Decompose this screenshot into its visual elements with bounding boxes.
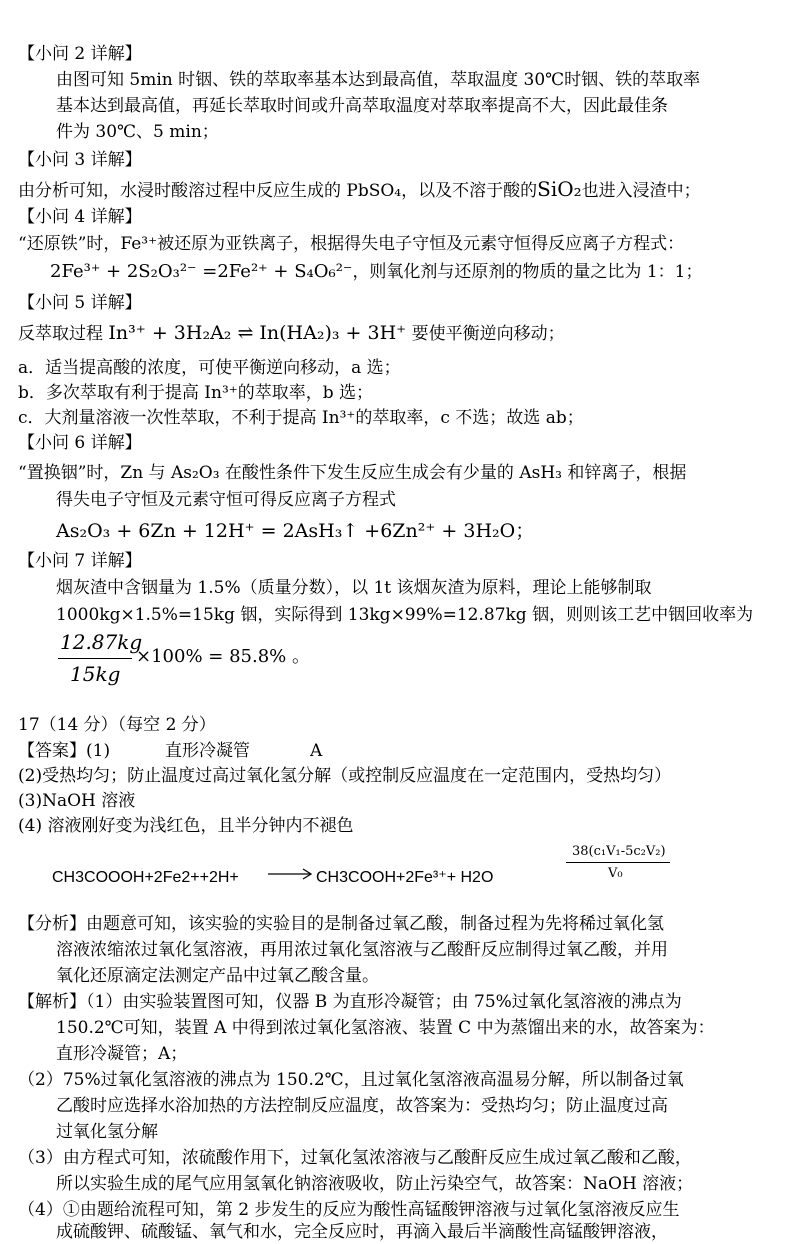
- reaction-arrow-icon: [268, 868, 312, 880]
- q17-analysis-3: 氧化还原滴定法测定产品中过氧乙酸含量。: [56, 966, 379, 986]
- q17-answer-3: (3)NaOH 溶液: [18, 791, 136, 811]
- q2-line-2: 基本达到最高值，再延长萃取时间或升高萃取温度对萃取率提高不大，因此最佳条: [56, 96, 668, 116]
- q17-explain-3: 直形冷凝管；A；: [56, 1044, 188, 1064]
- q5-tail: 要使平衡逆向移动；: [411, 324, 565, 344]
- q4-equation-line: [50, 260, 702, 284]
- q7-result: ×100% = 85.8% 。: [136, 646, 310, 667]
- q2-line-1: 由图可知 5min 时铟、铁的萃取率基本达到最高值，萃取温度 30℃时铟、铁的萃取率: [56, 70, 701, 90]
- q6-header: 【小问 6 详解】: [18, 433, 142, 453]
- q17-explain-4: （2）75%过氧化氢溶液的沸点为 150.2℃，且过氧化氢溶液高温易分解，所以制备过氧: [18, 1070, 684, 1090]
- q17-explain-1: 【解析】（1）由实验装置图可知，仪器 B 为直形冷凝管；由 75%过氧化氢溶液的沸点为: [18, 992, 682, 1012]
- q5-option-b: b．多次萃取有利于提高 In³⁺的萃取率，b 选；: [18, 383, 374, 403]
- q3-text-b: 也进入浸渣中；: [581, 181, 701, 201]
- q17-explain-8: 所以实验生成的尾气应用氢氧化钠溶液吸收，防止污染空气，故答案：NaOH 溶液；: [56, 1174, 694, 1194]
- q5-option-c: c．大剂量溶液一次性萃取，不利于提高 In³⁺的萃取率，c 不选；故选 ab；: [18, 408, 584, 428]
- q3-line: [18, 177, 701, 203]
- q17-frac-numerator: 38(c₁V₁-5c₂V₂): [572, 844, 666, 859]
- q17-answer-2: (2)受热均匀；防止温度过高过氧化氢分解（或控制反应温度在一定范围内，受热均匀）: [18, 766, 672, 786]
- q4-after: ，则氧化剂与还原剂的物质的量之比为 1：1；: [352, 262, 703, 282]
- q7-header: 【小问 7 详解】: [18, 551, 142, 571]
- q17-answer-4: (4) 溶液刚好变为浅红色，且半分钟内不褪色: [18, 816, 354, 836]
- q5-line: [18, 321, 565, 346]
- q3-sio2: SiO₂: [537, 177, 582, 201]
- q17-explain-5: 乙酸时应选择水浴加热的方法控制反应温度，故答案为：受热均匀；防止温度过高: [56, 1096, 668, 1116]
- q7-line-2: 1000kg×1.5%=15kg 铟，实际得到 13kg×99%=12.87kg 铟，则则该工艺中铟回收率为: [56, 605, 754, 625]
- q17-reaction-left: CH3COOOH+2Fe2++2H+: [52, 869, 239, 886]
- q17-reaction-right: CH3COOH+2Fe³⁺+ H2O: [316, 869, 494, 886]
- q2-line-3: 件为 30℃、5 min；: [56, 122, 219, 142]
- q17-title: 17（14 分）（每空 2 分）: [18, 715, 216, 735]
- q17-answer-1: 直形冷凝管: [165, 741, 250, 761]
- q17-explain-6: 过氧化氢分解: [56, 1122, 158, 1142]
- q5-lead: 反萃取过程: [18, 324, 103, 344]
- q17-answer-label: 【答案】(1): [18, 741, 111, 761]
- q3-header: 【小问 3 详解】: [18, 150, 142, 170]
- q17-explain-2: 150.2℃可知，装置 A 中得到浓过氧化氢溶液、装置 C 中为蒸馏出来的水，故答案为：: [56, 1018, 715, 1038]
- q17-explain-7: （3）由方程式可知，浓硫酸作用下，过氧化氢浓溶液与乙酸酐反应生成过氧乙酸和乙酸，: [18, 1148, 692, 1168]
- q17-analysis-2: 溶液浓缩浓过氧化氢溶液，再用浓过氧化氢溶液与乙酸酐反应制得过氧乙酸，并用: [56, 940, 668, 960]
- q7-line-1: 烟灰渣中含铟量为 1.5%（质量分数），以 1t 该烟灰渣为原料，理论上能够制取: [56, 578, 652, 598]
- q4-equation: 2Fe³⁺ + 2S₂O₃²⁻ =2Fe²⁺ + S₄O₆²⁻: [50, 261, 353, 282]
- q7-fraction-bar: [58, 658, 132, 659]
- q2-header: 【小问 2 详解】: [18, 44, 142, 64]
- q6-line-1: “置换铟”时，Zn 与 As₂O₃ 在酸性条件下发生反应生成会有少量的 AsH₃ 和锌离子，根据: [18, 463, 687, 483]
- q17-analysis-1: 【分析】由题意可知，该实验的实验目的是制备过氧乙酸，制备过程为先将稀过氧化氢: [18, 914, 664, 934]
- q4-line-1: “还原铁”时，Fe³⁺被还原为亚铁离子，根据得失电子守恒及元素守恒得反应离子方程式：: [18, 234, 685, 254]
- q17-answer-1b: A: [310, 741, 323, 761]
- q5-equation: In³⁺ + 3H₂A₂ ⇌ In(HA₂)₃ + 3H⁺: [108, 322, 407, 344]
- q4-header: 【小问 4 详解】: [18, 207, 142, 227]
- q17-explain-9: （4）①由题给流程可知，第 2 步发生的反应为酸性高锰酸钾溶液与过氧化氢溶液反应生: [18, 1200, 680, 1220]
- q7-numerator: 12.87kg: [60, 630, 143, 654]
- q17-frac-denominator: V₀: [608, 866, 623, 881]
- q6-equation: As₂O₃ + 6Zn + 12H⁺ = 2AsH₃↑ +6Zn²⁺ + 3H₂O；: [56, 520, 535, 542]
- q5-option-a: a．适当提高酸的浓度，可使平衡逆向移动，a 选；: [18, 358, 401, 378]
- q3-text-a: 由分析可知，水浸时酸溶过程中反应生成的 PbSO₄，以及不溶于酸的: [18, 181, 538, 201]
- q6-line-2: 得失电子守恒及元素守恒可得反应离子方程式: [56, 490, 396, 510]
- q5-header: 【小问 5 详解】: [18, 293, 142, 313]
- q17-explain-10: 成硫酸钾、硫酸锰、氧气和水，完全反应时，再滴入最后半滴酸性高锰酸钾溶液，: [56, 1222, 668, 1242]
- q7-denominator: 15kg: [70, 662, 121, 686]
